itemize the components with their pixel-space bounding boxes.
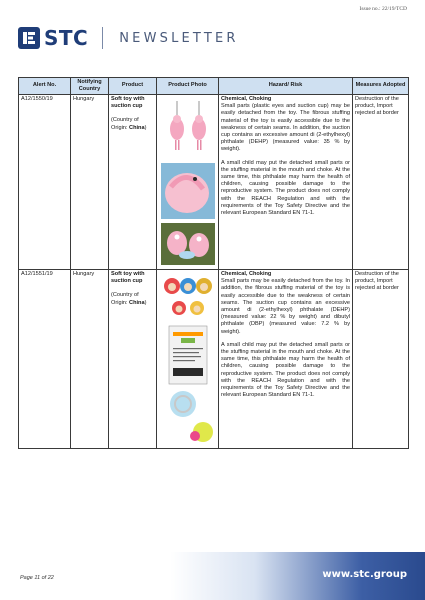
header-measures-adopted: Measures Adopted (353, 78, 409, 95)
monkey-toy-photo (159, 272, 217, 448)
origin-prefix: (Country of Origin: (111, 292, 139, 306)
header-product-photo: Product Photo (157, 78, 219, 95)
header-hazard-risk: Hazard/ Risk (219, 78, 353, 95)
origin-suffix: ) (144, 124, 147, 131)
hazard-title: Chemical, Choking (221, 271, 272, 277)
product-photo-cell (157, 95, 219, 270)
product-photo-cell (157, 270, 219, 449)
newsletter-header (18, 26, 239, 50)
hazard-cell (219, 270, 353, 449)
hazard-title: Chemical, Choking (221, 96, 272, 102)
hazard-cell (219, 95, 353, 270)
footer-website-link[interactable]: www.stc.group (322, 569, 407, 580)
header-notifying-country: Notifying Country (71, 78, 109, 95)
header-product: Product (109, 78, 157, 95)
alert-no-cell: A12/1550/19 (19, 95, 71, 270)
country-of-origin (111, 117, 154, 131)
issue-number: Issue no.: 22/19/TCD (359, 6, 407, 12)
table-row (19, 270, 409, 449)
product-cell (109, 95, 157, 270)
product-name: Soft toy with suction cup (111, 96, 145, 110)
country-of-origin (111, 292, 154, 306)
table-header-row (19, 78, 409, 95)
stc-logo-text: STC (44, 26, 89, 50)
product-name: Soft toy with suction cup (111, 271, 145, 285)
origin-prefix: (Country of Origin: (111, 117, 139, 131)
header-alert-no: Alert No. (19, 78, 71, 95)
country-cell: Hungary (71, 270, 109, 449)
product-cell (109, 270, 157, 449)
hazard-risk-description: A small child may put the detached small parts or the stuffing material in the mouth and choke. At the same time, this phthalate may harm the health of children, causing possible damage to the reproductive system. The product does not comply with the REACH Regulation and with the requirements of the Toy Safety Directive and the relevant European Standard EN 71-1. (221, 341, 350, 399)
hazard-description: Small parts (plastic eyes and suction cup) may be easily detached from the toy. The fibrous stuffing material of the toy is easily accessible due to the weakness of certain seams. In addition, the suction cup contains an excessive amount di (2-ethylhexyl) phthalate (DEHP) (measured value: 35 % by weight). (221, 103, 350, 153)
hazard-risk-description: A small child may put the detached small parts or the stuffing material in the mouth and choke. At the same time, this phthalate may harm the health of children, causing possible damage to the reproductive system. The product does not comply with the REACH Regulation and with the requirements of the Toy Safety Directive and the relevant European Standard EN 71-1. (221, 159, 350, 217)
header-divider (102, 27, 103, 49)
origin-suffix: ) (144, 299, 147, 306)
stc-logo-icon (18, 27, 40, 49)
origin-country: China (129, 299, 145, 306)
measures-cell: Destruction of the product, Import rejected at border (353, 270, 409, 449)
table-row (19, 95, 409, 270)
country-cell: Hungary (71, 95, 109, 270)
flamingo-toy-photo (159, 97, 217, 269)
newsletter-title: NEWSLETTER (119, 30, 239, 46)
hazard-description: Small parts may be easily detached from the toy. In addition, the fibrous stuffing material of the toy is easily accessible due to the weakness of certain seams. The suction cup contains an excessive amount di (2-ethylhexyl) phthalate (DEHP) (measured value: 22 % by weight) and dibutyl phthalate (DBP) (measured value: 7.2 % by weight). (221, 278, 350, 335)
alerts-table (18, 77, 409, 449)
measures-cell: Destruction of the product, Import rejected at border (353, 95, 409, 270)
origin-country: China (129, 124, 145, 131)
page-number: Page 11 of 22 (20, 575, 54, 581)
alert-no-cell: A12/1551/19 (19, 270, 71, 449)
